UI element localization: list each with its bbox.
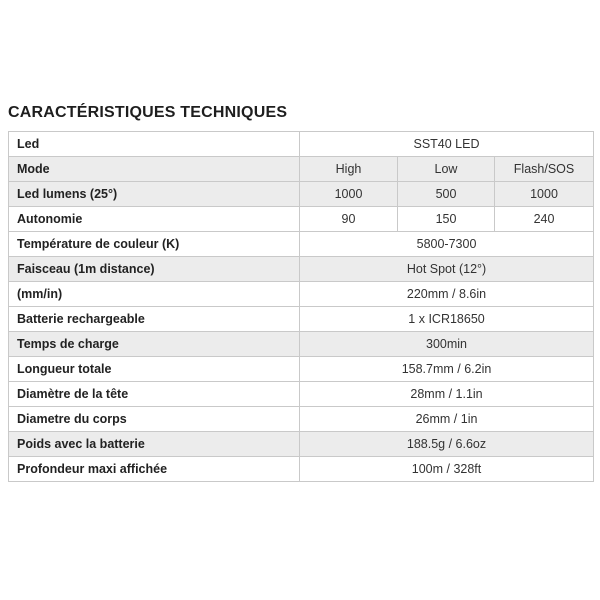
spec-value: 500: [398, 182, 495, 207]
spec-label: Diametre du corps: [9, 407, 300, 432]
spec-value: 240: [495, 207, 594, 232]
spec-value: 158.7mm / 6.2in: [300, 357, 594, 382]
spec-value: 220mm / 8.6in: [300, 282, 594, 307]
spec-value: 100m / 328ft: [300, 457, 594, 482]
spec-row-temps-charge: [9, 332, 594, 357]
spec-row-temperature: [9, 232, 594, 257]
spec-label: Diamètre de la tête: [9, 382, 300, 407]
spec-row-dimensions: [9, 282, 594, 307]
spec-value: 1 x ICR18650: [300, 307, 594, 332]
spec-value: 28mm / 1.1in: [300, 382, 594, 407]
spec-value: 1000: [495, 182, 594, 207]
spec-value: Low: [398, 157, 495, 182]
spec-row-batterie: [9, 307, 594, 332]
spec-label: Faisceau (1m distance): [9, 257, 300, 282]
spec-value: High: [300, 157, 398, 182]
spec-label: Mode: [9, 157, 300, 182]
spec-label: (mm/in): [9, 282, 300, 307]
spec-value: 5800-7300: [300, 232, 594, 257]
spec-label: Profondeur maxi affichée: [9, 457, 300, 482]
spec-label: Poids avec la batterie: [9, 432, 300, 457]
spec-value: SST40 LED: [300, 132, 594, 157]
spec-label: Temps de charge: [9, 332, 300, 357]
spec-value: 188.5g / 6.6oz: [300, 432, 594, 457]
spec-row-profondeur: [9, 457, 594, 482]
spec-value: Flash/SOS: [495, 157, 594, 182]
spec-value: 90: [300, 207, 398, 232]
spec-row-autonomie: [9, 207, 594, 232]
spec-label: Led: [9, 132, 300, 157]
spec-row-mode: [9, 157, 594, 182]
spec-row-diametre-tete: [9, 382, 594, 407]
spec-row-lumens: [9, 182, 594, 207]
spec-value: Hot Spot (12°): [300, 257, 594, 282]
spec-row-poids: [9, 432, 594, 457]
spec-value: 26mm / 1in: [300, 407, 594, 432]
spec-label: Batterie rechargeable: [9, 307, 300, 332]
section-title: CARACTÉRISTIQUES TECHNIQUES: [8, 104, 288, 121]
spec-row-longueur: [9, 357, 594, 382]
spec-label: Led lumens (25°): [9, 182, 300, 207]
spec-value: 300min: [300, 332, 594, 357]
spec-row-diametre-corps: [9, 407, 594, 432]
spec-label: Température de couleur (K): [9, 232, 300, 257]
spec-row-led: [9, 132, 594, 157]
spec-label: Autonomie: [9, 207, 300, 232]
spec-value: 150: [398, 207, 495, 232]
spec-label: Longueur totale: [9, 357, 300, 382]
spec-value: 1000: [300, 182, 398, 207]
spec-row-faisceau: [9, 257, 594, 282]
specs-table: [8, 131, 594, 482]
